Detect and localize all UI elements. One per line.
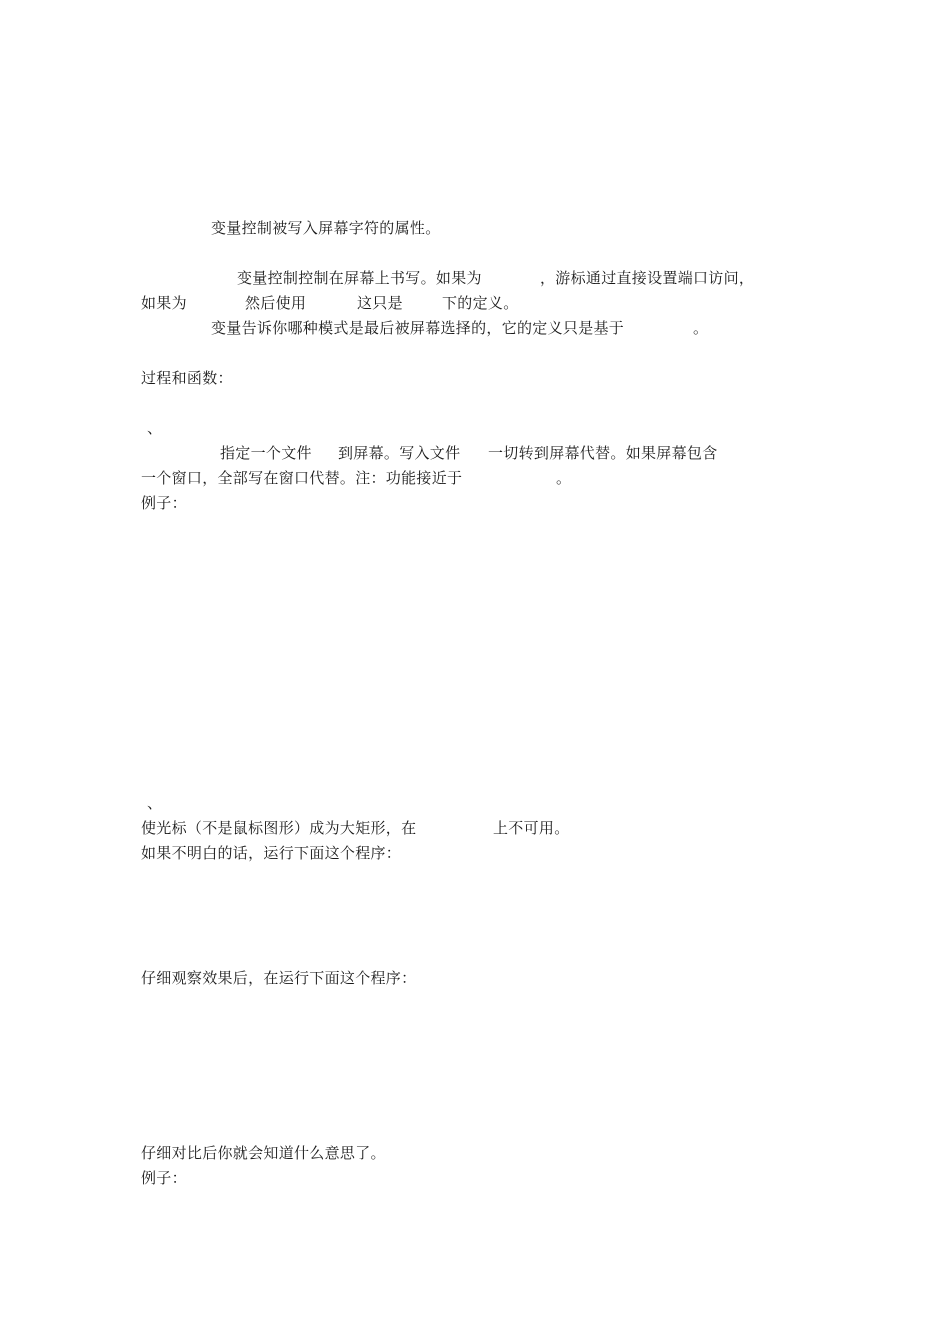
- item-1-text-e: 。: [556, 469, 572, 487]
- item-2-line-4: [0, 1143, 950, 1163]
- item-2-compare-text: 仔细对比后你就会知道什么意思了。: [141, 1144, 386, 1162]
- item-2-marker-row: [0, 793, 950, 813]
- item-1-example-row: [0, 493, 950, 513]
- item-1-text-a: 指定一个文件: [220, 444, 312, 462]
- item-2-example-row: [0, 1168, 950, 1188]
- direct-video-text-c: 如果为: [141, 294, 187, 312]
- item-2-line-1: [0, 818, 950, 838]
- item-2-run-program-text: 如果不明白的话，运行下面这个程序：: [141, 844, 402, 862]
- item-1-marker: 、: [147, 419, 163, 437]
- direct-video-text-d: 然后使用: [245, 294, 307, 312]
- last-mode-paragraph: [0, 318, 950, 338]
- last-mode-text-b: 。: [693, 319, 709, 337]
- attribute-line: 变量控制被写入屏幕字符的属性。: [211, 219, 441, 237]
- direct-video-text-f: 下的定义。: [442, 294, 519, 312]
- item-1-text-c: 一切转到屏幕代替。如果屏幕包含: [488, 444, 718, 462]
- item-2-example-label: 例子：: [141, 1169, 187, 1187]
- direct-video-paragraph-line-1: [0, 268, 950, 288]
- last-mode-text-a: 变量告诉你哪种模式是最后被屏幕选择的，它的定义只是基于: [211, 319, 625, 337]
- attribute-paragraph: [0, 218, 950, 238]
- item-1-line-1: [0, 443, 950, 463]
- item-2-text-a: 使光标（不是鼠标图形）成为大矩形，在: [141, 819, 417, 837]
- direct-video-text-e: 这只是: [357, 294, 403, 312]
- item-1-example-label: 例子：: [141, 494, 187, 512]
- procedures-heading: 过程和函数：: [141, 369, 233, 387]
- item-1-marker-row: [0, 418, 950, 438]
- item-1-line-2: [0, 468, 950, 488]
- item-2-line-2: [0, 843, 950, 863]
- item-2-run-again-text: 仔细观察效果后，在运行下面这个程序：: [141, 969, 417, 987]
- item-2-line-3: [0, 968, 950, 988]
- procedures-heading-row: [0, 368, 950, 388]
- direct-video-text-a: 变量控制控制在屏幕上书写。如果为: [237, 269, 482, 287]
- direct-video-paragraph-line-2: [0, 293, 950, 313]
- direct-video-text-b: ，游标通过直接设置端口访问，: [540, 269, 755, 287]
- item-1-text-d: 一个窗口，全部写在窗口代替。注：功能接近于: [141, 469, 463, 487]
- item-2-marker: 、: [147, 794, 163, 812]
- item-1-text-b: 到屏幕。写入文件: [338, 444, 461, 462]
- item-2-text-b: 上不可用。: [493, 819, 570, 837]
